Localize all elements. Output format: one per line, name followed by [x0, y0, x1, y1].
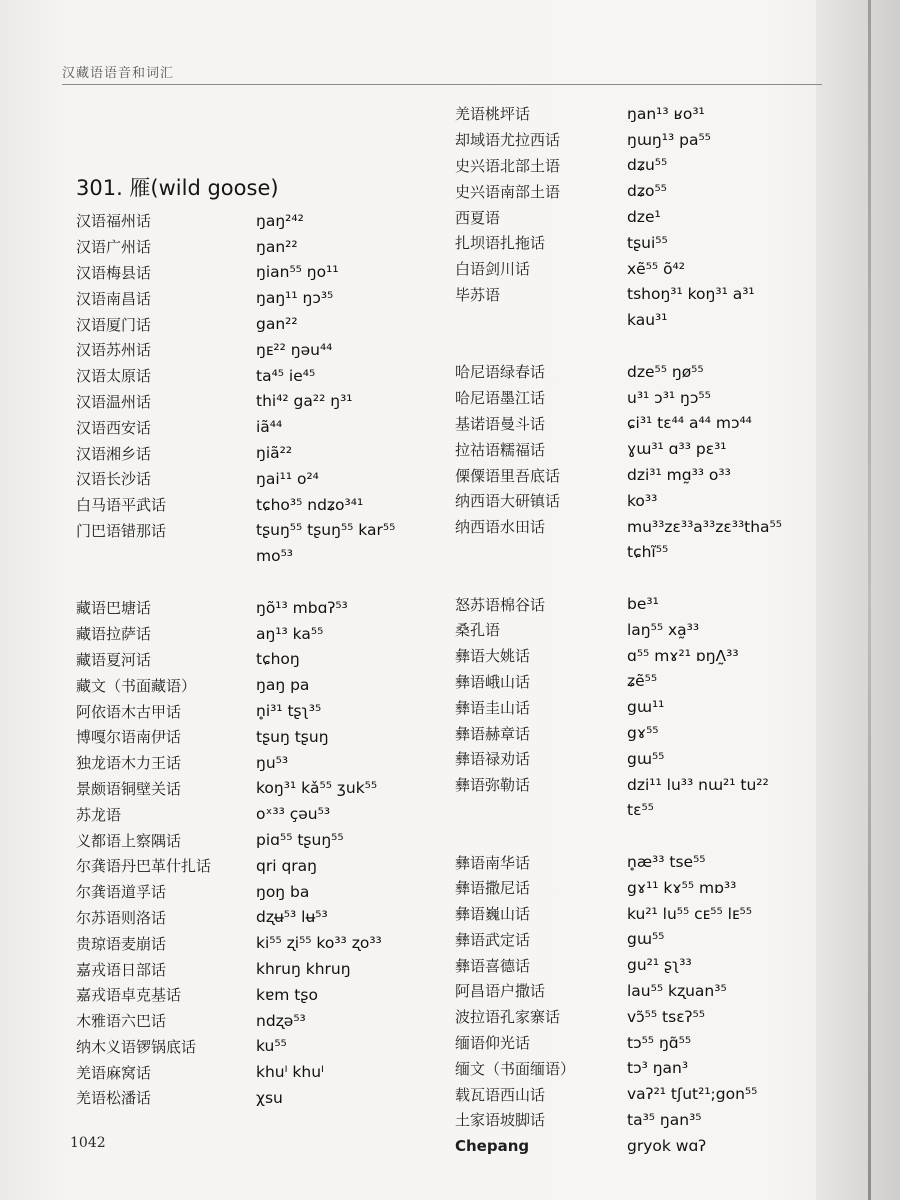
entry-row	[455, 1107, 782, 1133]
language-name: 彝语圭山话	[455, 698, 531, 717]
entry-row	[76, 337, 395, 363]
entry-row	[76, 518, 395, 544]
language-name: 纳木义语锣锅底话	[76, 1037, 197, 1056]
language-name: 景颇语铜壁关话	[76, 779, 182, 798]
phonetic-form: gɯ⁵⁵	[627, 749, 665, 768]
phonetic-form: ko³³	[627, 491, 658, 510]
entry-row	[76, 905, 395, 931]
language-name: 义都语上察隅话	[76, 831, 182, 850]
language-name: 汉语湘乡话	[76, 444, 152, 463]
entry-row	[455, 978, 782, 1004]
phonetic-form: aŋ¹³ ka⁵⁵	[256, 624, 324, 643]
phonetic-form: tɔ³ ŋan³	[627, 1059, 689, 1078]
running-header: 汉藏语语音和词汇	[62, 66, 175, 81]
entry-row	[76, 234, 395, 260]
phonetic-form: ɑ⁵⁵ mɤ²¹ ɒŋɅ̰³³	[627, 646, 739, 665]
language-name: 彝语喜德话	[455, 956, 531, 975]
language-name: 藏文（书面藏语）	[76, 676, 197, 695]
phonetic-form: ŋai¹¹ o²⁴	[256, 469, 319, 488]
language-name: 汉语苏州话	[76, 341, 152, 360]
row-spacer	[76, 569, 395, 595]
phonetic-form: qri qraŋ	[256, 856, 317, 875]
phonetic-form: ŋɯŋ¹³ pa⁵⁵	[627, 130, 711, 149]
entry-row	[455, 385, 782, 411]
language-name: 彝语赫章话	[455, 724, 531, 743]
phonetic-form: gɯ⁵⁵	[627, 930, 665, 949]
entry-row	[76, 621, 395, 647]
entry-row	[455, 617, 782, 643]
entry-title: 301. 雁(wild goose)	[76, 176, 279, 200]
language-name: 阿依语木古甲话	[76, 702, 182, 721]
phonetic-form: tʂui⁵⁵	[627, 233, 668, 252]
row-spacer	[455, 565, 782, 591]
entry-row	[455, 952, 782, 978]
phonetic-form: dʑo⁵⁵	[627, 182, 667, 201]
entry-row	[76, 389, 395, 415]
phonetic-form: tʂuŋ tʂuŋ	[256, 727, 329, 746]
language-name: 独龙语木力王话	[76, 754, 182, 773]
entry-row	[455, 694, 782, 720]
language-name: 羌语桃坪话	[455, 105, 531, 124]
language-name: 哈尼语绿春话	[455, 363, 546, 382]
entry-row	[455, 307, 782, 333]
entry-row	[455, 772, 782, 798]
phonetic-form: ʑẽ⁵⁵	[627, 672, 658, 691]
phonetic-form: piɑ⁵⁵ tʂuŋ⁵⁵	[256, 831, 344, 850]
entry-row	[455, 669, 782, 695]
phonetic-form: dzi³¹ mɑ̰³³ o³³	[627, 466, 731, 485]
entry-row	[455, 591, 782, 617]
phonetic-form: ɣɯ³¹ ɑ³³ pɛ³¹	[627, 440, 727, 459]
language-name: 白马语平武话	[76, 496, 167, 515]
language-name: 汉语福州话	[76, 212, 152, 231]
language-name: 贵琼语麦崩话	[76, 934, 167, 953]
language-name: 纳西语水田话	[455, 518, 546, 537]
entry-row	[455, 540, 782, 566]
entry-row	[76, 930, 395, 956]
language-name: 藏语夏河话	[76, 650, 152, 669]
phonetic-form: tɛ⁵⁵	[627, 801, 654, 820]
phonetic-form: ŋoŋ ba	[256, 882, 310, 901]
phonetic-form: ɕi³¹ tɛ⁴⁴ a⁴⁴ mɔ⁴⁴	[627, 414, 752, 433]
book-spine-shadow	[816, 0, 900, 1200]
language-name: 纳西语大研镇话	[455, 492, 561, 511]
phonetic-form: ndʐə⁵³	[256, 1011, 306, 1030]
language-name: 拉祜语糯福话	[455, 440, 546, 459]
language-name: 傈僳语里吾底话	[455, 466, 561, 485]
entry-row	[76, 776, 395, 802]
entry-row	[455, 1004, 782, 1030]
entry-row	[455, 901, 782, 927]
language-name: 尔苏语则洛话	[76, 908, 167, 927]
phonetic-form: thi⁴² ga²² ŋ³¹	[256, 392, 353, 411]
phonetic-form: tɕhĩ⁵⁵	[627, 543, 669, 562]
phonetic-form: ŋian⁵⁵ ŋo¹¹	[256, 263, 339, 282]
phonetic-form: lau⁵⁵ kʐuan³⁵	[627, 981, 727, 1000]
entry-row	[76, 698, 395, 724]
phonetic-form: ŋõ¹³ mbɑʔ⁵³	[256, 598, 348, 617]
phonetic-form: ku⁵⁵	[256, 1037, 287, 1056]
phonetic-form: kau³¹	[627, 311, 668, 330]
entry-row	[455, 204, 782, 230]
phonetic-form: iã⁴⁴	[256, 418, 283, 437]
phonetic-form: ŋiã²²	[256, 444, 293, 463]
phonetic-form: mu³³zɛ³³a³³zɛ³³tha⁵⁵	[627, 517, 782, 536]
entry-row	[76, 492, 395, 518]
phonetic-form: ki⁵⁵ ʐi⁵⁵ ko³³ ʐo³³	[256, 934, 382, 953]
phonetic-form: χsu	[256, 1088, 283, 1107]
language-name: 彝语撒尼话	[455, 879, 531, 898]
entry-row	[455, 127, 782, 153]
phonetic-form: ŋaŋ pa	[256, 676, 310, 695]
page-number: 1042	[70, 1135, 106, 1151]
entry-row	[455, 643, 782, 669]
entry-row	[76, 801, 395, 827]
language-name: 缅文（书面缅语）	[455, 1059, 576, 1078]
phonetic-form: ku²¹ lu⁵⁵ ᴄᴇ⁵⁵ lᴇ⁵⁵	[627, 904, 752, 923]
entry-row	[455, 849, 782, 875]
phonetic-form: dzi¹¹ lu³³ nɯ²¹ tu²²	[627, 775, 769, 794]
phonetic-form: tshoŋ³¹ koŋ³¹ a³¹	[627, 285, 755, 304]
phonetic-form: gryok wɑʔ	[627, 1136, 707, 1155]
language-name: Chepang	[455, 1136, 530, 1155]
phonetic-form: kɐm tʂo	[256, 985, 318, 1004]
entry-row	[455, 1055, 782, 1081]
entry-row	[455, 514, 782, 540]
phonetic-form: n̥i³¹ tʂʅ³⁵	[256, 702, 322, 721]
phonetic-form: tʂuŋ⁵⁵ tʂuŋ⁵⁵ kar⁵⁵	[256, 521, 396, 540]
language-name: 史兴语北部土语	[455, 156, 561, 175]
phonetic-form: ŋᴇ²² ŋəu⁴⁴	[256, 340, 333, 359]
language-name: 汉语温州话	[76, 392, 152, 411]
phonetic-form: khruŋ khruŋ	[256, 960, 351, 978]
language-name: 阿昌语户撒话	[455, 982, 546, 1001]
entry-row	[76, 543, 395, 569]
entry-row	[455, 927, 782, 953]
phonetic-form: dze¹	[627, 208, 661, 227]
entry-row	[455, 875, 782, 901]
language-name: 苏龙语	[76, 805, 122, 824]
entry-row	[76, 1008, 395, 1034]
entry-row	[455, 230, 782, 256]
entry-row	[455, 411, 782, 437]
phonetic-form: u³¹ ɔ³¹ ŋɔ⁵⁵	[627, 388, 711, 407]
entry-row	[76, 982, 395, 1008]
language-name: 彝语巍山话	[455, 905, 531, 924]
phonetic-form: ŋaŋ¹¹ ŋɔ³⁵	[256, 289, 334, 308]
entry-row	[455, 178, 782, 204]
language-name: 汉语厦门话	[76, 315, 152, 334]
language-name: 载瓦语西山话	[455, 1085, 546, 1104]
language-name: 尔龚语道孚话	[76, 883, 167, 902]
right-column	[455, 101, 782, 1159]
left-column	[76, 208, 395, 1111]
entry-row	[455, 720, 782, 746]
phonetic-form: gan²²	[256, 315, 298, 334]
entry-row	[76, 750, 395, 776]
language-name: 彝语峨山话	[455, 672, 531, 691]
entry-row	[76, 285, 395, 311]
entry-row	[76, 879, 395, 905]
entry-row	[76, 672, 395, 698]
language-name: 汉语南昌话	[76, 289, 152, 308]
phonetic-form: xẽ⁵⁵ õ⁴²	[627, 259, 685, 278]
phonetic-form: khuᴵ khuᴵ	[256, 1063, 324, 1082]
phonetic-form: ta³⁵ ŋan³⁵	[627, 1110, 702, 1129]
phonetic-form: gɤ¹¹ kɤ⁵⁵ mɒ³³	[627, 878, 737, 897]
phonetic-form: ŋaŋ²⁴²	[256, 211, 304, 230]
phonetic-form: ŋan¹³ ʁo³¹	[627, 104, 705, 123]
language-name: 缅语仰光话	[455, 1034, 531, 1053]
language-name: 毕苏语	[455, 285, 501, 304]
entry-row	[76, 595, 395, 621]
phonetic-form: dʐʉ⁵³ lʉ⁵³	[256, 908, 328, 927]
entry-row	[76, 311, 395, 337]
language-name: 土家语坡脚话	[455, 1111, 546, 1130]
phonetic-form: be³¹	[627, 595, 659, 614]
language-name: 西夏语	[455, 208, 501, 227]
language-name: 汉语广州话	[76, 238, 152, 257]
language-name: 却域语尤拉西话	[455, 131, 561, 150]
row-spacer	[455, 823, 782, 849]
language-name: 门巴语错那话	[76, 521, 167, 540]
entry-row	[455, 798, 782, 824]
entry-row	[455, 1081, 782, 1107]
phonetic-form: tɔ⁵⁵ ŋɑ̃⁵⁵	[627, 1033, 692, 1052]
header-rule	[62, 84, 822, 85]
phonetic-form: vɔ̃⁵⁵ tsɛʔ⁵⁵	[627, 1007, 705, 1026]
entry-row	[455, 282, 782, 308]
phonetic-form: ŋan²²	[256, 237, 298, 256]
entry-row	[455, 746, 782, 772]
language-name: 木雅语六巴话	[76, 1012, 167, 1031]
phonetic-form: laŋ⁵⁵ xa̰³³	[627, 620, 700, 639]
language-name: 彝语禄劝话	[455, 750, 531, 769]
phonetic-form: dʑu⁵⁵	[627, 156, 668, 175]
entry-row	[76, 853, 395, 879]
entry-row	[76, 208, 395, 234]
phonetic-form: vaʔ²¹ tʃut²¹;gon⁵⁵	[627, 1085, 758, 1104]
language-name: 尔龚语丹巴革什扎话	[76, 857, 212, 876]
entry-row	[455, 101, 782, 127]
language-name: 史兴语南部土语	[455, 182, 561, 201]
entry-row	[76, 466, 395, 492]
entry-row	[76, 260, 395, 286]
entry-row	[76, 647, 395, 673]
entry-row	[76, 724, 395, 750]
phonetic-form: ta⁴⁵ ie⁴⁵	[256, 366, 316, 385]
language-name: 藏语拉萨话	[76, 625, 152, 644]
language-name: 彝语南华话	[455, 853, 531, 872]
entry-row	[76, 414, 395, 440]
phonetic-form: mo⁵³	[256, 547, 294, 566]
entry-row	[455, 1030, 782, 1056]
phonetic-form: gu²¹ ʂʅ³³	[627, 956, 692, 975]
phonetic-form: tɕho³⁵ ndʑo³⁴¹	[256, 495, 364, 514]
entry-row	[76, 956, 395, 982]
language-name: 羌语松潘话	[76, 1089, 152, 1108]
language-name: 博嘎尔语南伊话	[76, 728, 182, 747]
entry-row	[455, 462, 782, 488]
language-name: 嘉戎语日部话	[76, 960, 167, 979]
phonetic-form: gɤ⁵⁵	[627, 724, 659, 743]
language-name: 基诺语曼斗话	[455, 414, 546, 433]
entry-row	[76, 1059, 395, 1085]
entry-row	[76, 1034, 395, 1060]
entry-row	[76, 827, 395, 853]
language-name: 汉语梅县话	[76, 263, 152, 282]
row-spacer	[455, 333, 782, 359]
entry-row	[455, 359, 782, 385]
entry-row	[76, 440, 395, 466]
entry-row	[455, 488, 782, 514]
language-name: 汉语西安话	[76, 418, 152, 437]
language-name: 哈尼语墨江话	[455, 389, 546, 408]
entry-row	[76, 1085, 395, 1111]
language-name: 波拉语孔家寨话	[455, 1008, 561, 1027]
language-name: 彝语武定话	[455, 930, 531, 949]
language-name: 怒苏语棉谷话	[455, 595, 546, 614]
language-name: 彝语大姚话	[455, 647, 531, 666]
phonetic-form: gɯ¹¹	[627, 698, 665, 717]
language-name: 扎坝语扎拖话	[455, 234, 546, 253]
language-name: 白语剑川话	[455, 260, 531, 279]
entry-row	[76, 363, 395, 389]
language-name: 藏语巴塘话	[76, 599, 152, 618]
language-name: 彝语弥勒话	[455, 776, 531, 795]
phonetic-form: n̥æ³³ tse⁵⁵	[627, 853, 706, 871]
phonetic-form: oˣ³³ çəu⁵³	[256, 805, 331, 824]
entry-row	[455, 1133, 782, 1159]
language-name: 桑孔语	[455, 621, 501, 640]
phonetic-form: dze⁵⁵ ŋø⁵⁵	[627, 362, 704, 381]
language-name: 羌语麻窝话	[76, 1063, 152, 1082]
language-name: 嘉戎语卓克基话	[76, 986, 182, 1005]
phonetic-form: koŋ³¹ kǎ⁵⁵ ʒuk⁵⁵	[256, 779, 378, 798]
phonetic-form: ŋu⁵³	[256, 753, 289, 772]
language-name: 汉语长沙话	[76, 470, 152, 489]
language-name: 汉语太原话	[76, 367, 152, 386]
book-spine-edge	[868, 0, 871, 1200]
entry-row	[455, 256, 782, 282]
entry-row	[455, 153, 782, 179]
entry-row	[455, 436, 782, 462]
phonetic-form: tɕhoŋ	[256, 650, 300, 669]
